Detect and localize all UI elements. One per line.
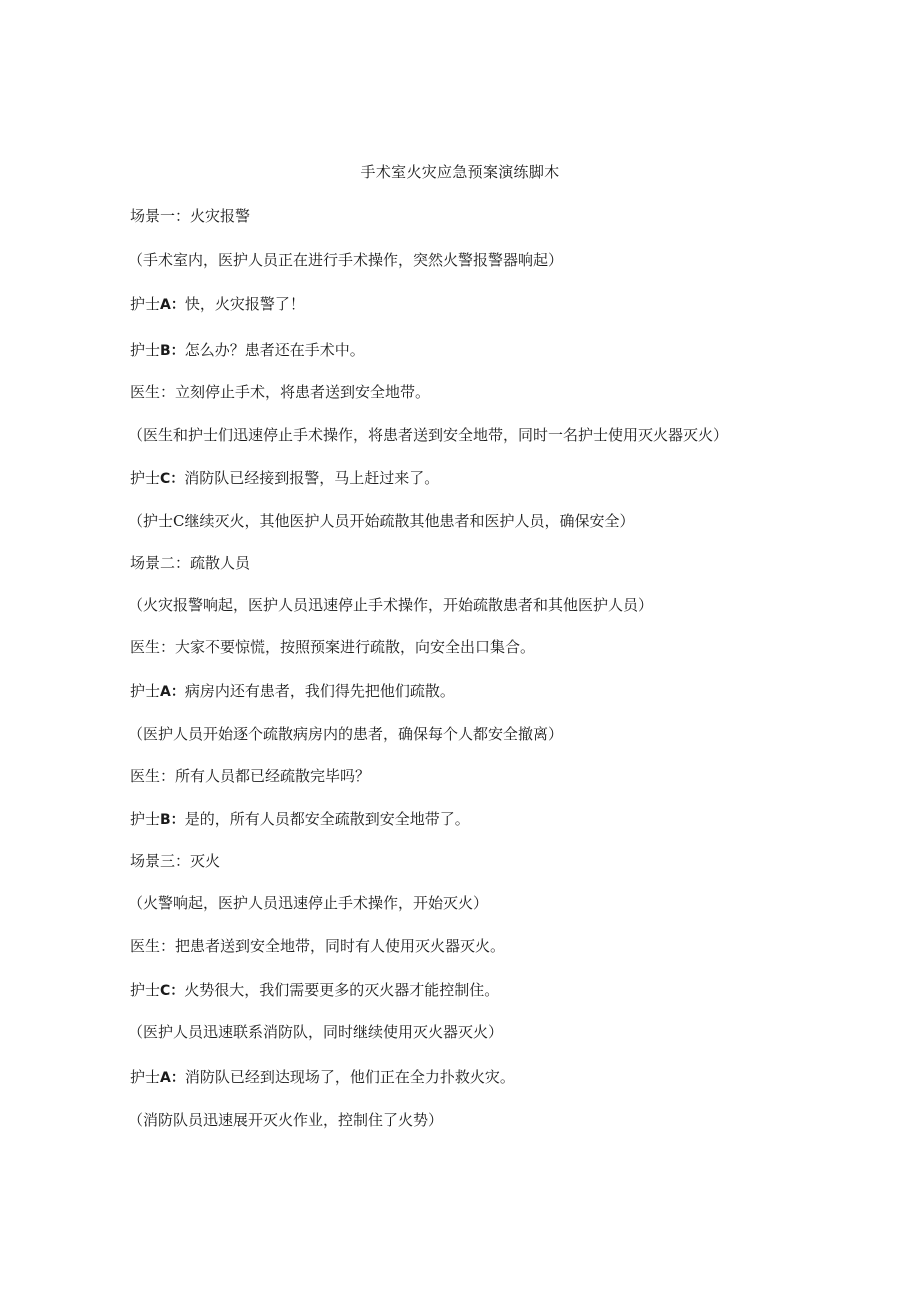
stage-direction: （医护人员迅速联系消防队，同时继续使用灭火器灭火） — [128, 1023, 504, 1041]
stage-direction: （火灾报警响起，医护人员迅速停止手术操作，开始疏散患者和其他医护人员） — [128, 596, 654, 614]
speaker-name: 护士 — [130, 810, 161, 828]
scene-heading: 场景二：疏散人员 — [130, 554, 251, 572]
dialogue-line: 医生：所有人员都已经疏散完毕吗？ — [130, 767, 371, 785]
dialogue-line — [130, 340, 365, 361]
dialogue-text: 消防队已经接到报警，马上赶过来了。 — [184, 469, 440, 487]
speaker-tag: A： — [160, 297, 185, 313]
speaker-name: 护士 — [130, 469, 161, 487]
speaker-name: 护士 — [130, 341, 161, 359]
speaker-tag: A： — [160, 1070, 185, 1086]
speaker-tag: C： — [160, 983, 185, 999]
stage-direction: （手术室内，医护人员正在进行手术操作，突然火警报警器响起） — [128, 251, 564, 269]
dialogue-text: 消防队已经到达现场了，他们正在全力扑救火灾。 — [184, 1068, 515, 1086]
speaker-tag: C： — [160, 471, 185, 487]
speaker-tag: B： — [160, 812, 185, 828]
dialogue-line — [130, 1067, 515, 1088]
dialogue-text: 病房内还有患者，我们得先把他们疏散。 — [184, 682, 455, 700]
dialogue-line — [130, 294, 305, 315]
dialogue-text: 火势很大，我们需要更多的灭火器才能控制住。 — [184, 981, 500, 999]
dialogue-line: 医生：大家不要惊慌，按照预案进行疏散，向安全出口集合。 — [130, 638, 536, 656]
document-title: 手术室火灾应急预案演练脚木 — [360, 163, 560, 181]
stage-direction: （火警响起，医护人员迅速停止手术操作，开始灭火） — [128, 894, 489, 912]
speaker-name: 护士 — [130, 1068, 161, 1086]
speaker-name: 护士 — [130, 295, 161, 313]
stage-direction: （护士C继续灭火，其他医护人员开始疏散其他患者和医护人员，确保安全） — [128, 512, 635, 530]
dialogue-line — [130, 980, 499, 1001]
speaker-tag: B： — [160, 343, 185, 359]
stage-direction: （消防队员迅速展开灭火作业，控制住了火势） — [128, 1111, 444, 1129]
dialogue-line — [130, 468, 439, 489]
stage-direction: （医护人员开始逐个疏散病房内的患者，确保每个人都安全撤离） — [128, 725, 564, 743]
dialogue-text: 怎么办？患者还在手术中。 — [184, 341, 365, 359]
dialogue-text: 是的，所有人员都安全疏散到安全地带了。 — [184, 810, 470, 828]
dialogue-line: 医生：把患者送到安全地带，同时有人使用灭火器灭火。 — [130, 937, 506, 955]
stage-direction: （医生和护士们迅速停止手术操作，将患者送到安全地带，同时一名护士使用灭火器灭火） — [128, 426, 729, 444]
scene-heading: 场景一：火灾报警 — [130, 207, 251, 225]
speaker-name: 护士 — [130, 981, 161, 999]
dialogue-line — [130, 809, 470, 830]
dialogue-line — [130, 681, 455, 702]
speaker-tag: A： — [160, 684, 185, 700]
dialogue-text: 快，火灾报警了！ — [184, 295, 305, 313]
dialogue-line: 医生：立刻停止手术，将患者送到安全地带。 — [130, 383, 431, 401]
speaker-name: 护士 — [130, 682, 161, 700]
scene-heading: 场景三：灭火 — [130, 852, 221, 870]
